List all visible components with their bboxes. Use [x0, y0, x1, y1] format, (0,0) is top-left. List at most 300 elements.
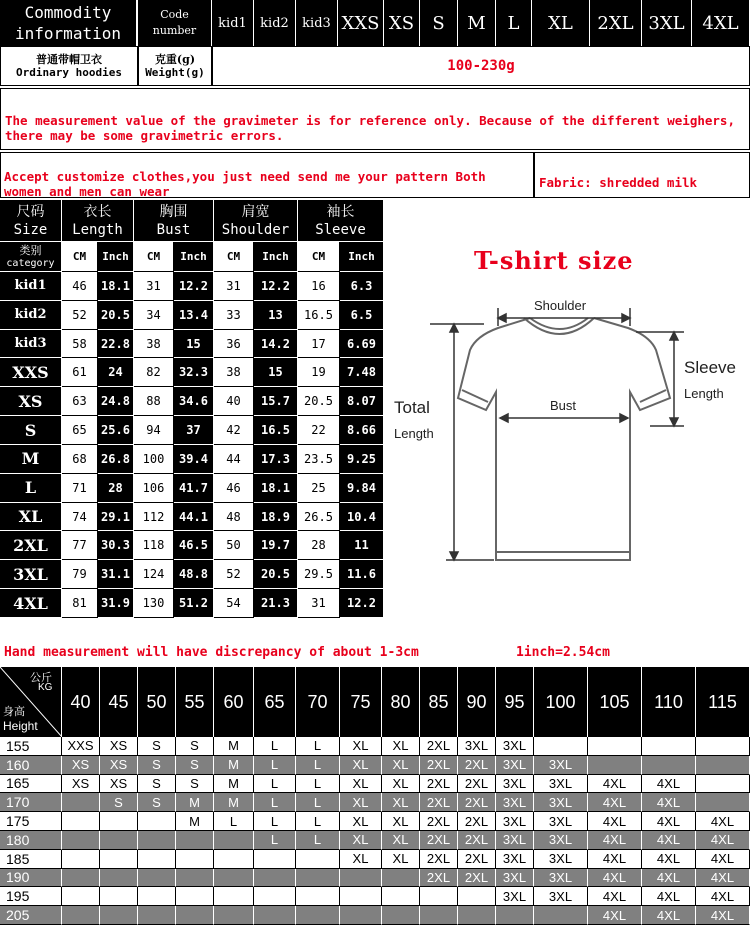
height-weight-corner	[0, 667, 62, 737]
size-cell-cm: 36	[214, 330, 254, 359]
size-recommendation	[496, 906, 534, 925]
product-name-en: Ordinary hoodies	[16, 66, 122, 79]
size-recommendation: 3XL	[534, 831, 588, 850]
header-size-4XL: 4XL	[692, 0, 750, 46]
height-label: 160	[0, 756, 62, 775]
size-recommendation: 4XL	[588, 812, 642, 831]
size-cell-inch: 29.1	[98, 503, 134, 532]
size-recommendation: M	[176, 812, 214, 831]
size-recommendation	[458, 887, 496, 906]
header-size-2XL: 2XL	[590, 0, 642, 46]
size-recommendation	[62, 906, 100, 925]
size-recommendation: 2XL	[420, 756, 458, 775]
size-recommendation: 4XL	[696, 831, 750, 850]
size-recommendation: S	[176, 756, 214, 775]
size-recommendation: L	[296, 793, 340, 812]
size-recommendation: 4XL	[642, 850, 696, 869]
size-cell-cm: 17	[298, 330, 340, 359]
size-cell-cm: 42	[214, 416, 254, 445]
size-cell-inch: 18.9	[254, 503, 298, 532]
size-cell-inch: 6.3	[340, 272, 384, 301]
size-cell-cm: 94	[134, 416, 174, 445]
size-cell-cm: 31	[214, 272, 254, 301]
size-recommendation: L	[296, 737, 340, 756]
size-recommendation: 4XL	[588, 869, 642, 888]
size-cell-inch: 18.1	[254, 474, 298, 503]
size-cell-inch: 10.4	[340, 503, 384, 532]
category-header	[0, 242, 62, 272]
size-row-label: M	[0, 445, 62, 474]
size-recommendation	[214, 887, 254, 906]
size-cell-inch: 51.2	[174, 589, 214, 618]
size-cell-cm: 112	[134, 503, 174, 532]
size-cell-cm: 23.5	[298, 445, 340, 474]
size-recommendation	[642, 756, 696, 775]
weight-label-cell	[138, 46, 212, 86]
size-recommendation	[176, 850, 214, 869]
size-recommendation	[214, 831, 254, 850]
size-cell-cm: 68	[62, 445, 98, 474]
size-col-header-cn: 袖长	[326, 203, 355, 220]
size-recommendation: 3XL	[458, 737, 496, 756]
size-recommendation: 3XL	[496, 775, 534, 794]
size-cell-cm: 29.5	[298, 560, 340, 589]
size-recommendation: 4XL	[588, 775, 642, 794]
size-recommendation: XL	[340, 812, 382, 831]
size-cell-cm: 61	[62, 358, 98, 387]
size-recommendation	[138, 887, 176, 906]
weight-col-105: 105	[588, 667, 642, 737]
size-cell-cm: 22	[298, 416, 340, 445]
unit-cm-header: CM	[298, 242, 340, 272]
size-cell-inch: 13	[254, 301, 298, 330]
tshirt-diagram	[384, 200, 750, 612]
size-cell-cm: 20.5	[298, 387, 340, 416]
size-cell-cm: 106	[134, 474, 174, 503]
size-recommendation	[340, 869, 382, 888]
size-recommendation	[296, 887, 340, 906]
size-recommendation: 2XL	[420, 850, 458, 869]
size-cell-inch: 7.48	[340, 358, 384, 387]
size-cell-cm: 16	[298, 272, 340, 301]
weight-col-100: 100	[534, 667, 588, 737]
size-row-label: kid2	[0, 301, 62, 330]
size-recommendation: 2XL	[458, 831, 496, 850]
size-cell-cm: 79	[62, 560, 98, 589]
weight-label-cn: 克重(g)	[154, 53, 196, 66]
size-recommendation: 2XL	[420, 793, 458, 812]
size-cell-inch: 30.3	[98, 531, 134, 560]
unit-cm-header: CM	[214, 242, 254, 272]
size-recommendation: S	[138, 793, 176, 812]
unit-inch-header: Inch	[174, 242, 214, 272]
size-recommendation	[176, 906, 214, 925]
size-row-label: kid3	[0, 330, 62, 359]
size-recommendation: 2XL	[420, 812, 458, 831]
size-recommendation: L	[296, 812, 340, 831]
size-cell-cm: 74	[62, 503, 98, 532]
size-recommendation	[382, 869, 420, 888]
weight-col-65: 65	[254, 667, 296, 737]
category-en: category	[6, 257, 55, 269]
size-recommendation: M	[214, 756, 254, 775]
size-recommendation	[176, 869, 214, 888]
size-col-header-size	[0, 200, 62, 242]
unit-cm-header: CM	[134, 242, 174, 272]
size-cell-cm: 46	[214, 474, 254, 503]
size-cell-cm: 50	[214, 531, 254, 560]
size-recommendation: M	[214, 737, 254, 756]
size-cell-inch: 28	[98, 474, 134, 503]
size-cell-inch: 15	[174, 330, 214, 359]
size-recommendation: 3XL	[534, 756, 588, 775]
size-recommendation	[458, 906, 496, 925]
size-cell-inch: 41.7	[174, 474, 214, 503]
size-row-label: XXS	[0, 358, 62, 387]
weight-col-110: 110	[642, 667, 696, 737]
size-cell-cm: 63	[62, 387, 98, 416]
size-cell-inch: 31.1	[98, 560, 134, 589]
weight-col-75: 75	[340, 667, 382, 737]
height-label: 195	[0, 887, 62, 906]
weight-col-55: 55	[176, 667, 214, 737]
size-cell-inch: 24	[98, 358, 134, 387]
size-col-header-length	[62, 200, 134, 242]
size-cell-cm: 16.5	[298, 301, 340, 330]
size-recommendation	[254, 869, 296, 888]
code-number-header	[138, 0, 212, 46]
header-size-kid2: kid2	[254, 0, 296, 46]
height-label: 170	[0, 793, 62, 812]
size-recommendation: 3XL	[534, 850, 588, 869]
commodity-info-line1: Commodity	[24, 3, 112, 22]
size-recommendation: L	[254, 775, 296, 794]
header-size-M: M	[458, 0, 496, 46]
size-recommendation: 2XL	[458, 775, 496, 794]
size-cell-inch: 6.5	[340, 301, 384, 330]
size-col-header-cn: 肩宽	[241, 203, 270, 220]
size-recommendation	[138, 869, 176, 888]
size-recommendation: XL	[340, 775, 382, 794]
size-recommendation	[588, 737, 642, 756]
size-cell-inch: 20.5	[98, 301, 134, 330]
height-label: 155	[0, 737, 62, 756]
size-cell-cm: 54	[214, 589, 254, 618]
size-cell-cm: 33	[214, 301, 254, 330]
size-recommendation: 3XL	[496, 756, 534, 775]
size-cell-cm: 19	[298, 358, 340, 387]
size-cell-cm: 82	[134, 358, 174, 387]
size-recommendation: M	[214, 775, 254, 794]
size-cell-cm: 81	[62, 589, 98, 618]
size-cell-inch: 11.6	[340, 560, 384, 589]
size-cell-inch: 15	[254, 358, 298, 387]
total-length-label: Length	[394, 426, 434, 441]
size-recommendation	[588, 756, 642, 775]
size-recommendation	[138, 812, 176, 831]
size-recommendation: 2XL	[458, 850, 496, 869]
size-col-header-bust	[134, 200, 214, 242]
weight-col-70: 70	[296, 667, 340, 737]
size-recommendation: 2XL	[420, 775, 458, 794]
size-recommendation: 2XL	[420, 869, 458, 888]
size-cell-cm: 31	[298, 589, 340, 618]
size-recommendation: 3XL	[496, 737, 534, 756]
size-col-header-cn: 衣长	[83, 203, 112, 220]
weight-col-45: 45	[100, 667, 138, 737]
bust-label: Bust	[550, 398, 577, 413]
size-recommendation: 4XL	[588, 831, 642, 850]
size-recommendation: 4XL	[588, 887, 642, 906]
height-en-label: Height	[3, 719, 38, 733]
size-recommendation	[296, 850, 340, 869]
size-cell-cm: 77	[62, 531, 98, 560]
size-cell-cm: 25	[298, 474, 340, 503]
size-recommendation: 2XL	[420, 831, 458, 850]
size-cell-inch: 8.07	[340, 387, 384, 416]
size-cell-inch: 31.9	[98, 589, 134, 618]
commodity-info-header	[0, 0, 138, 46]
size-cell-inch: 32.3	[174, 358, 214, 387]
size-recommendation	[100, 906, 138, 925]
size-col-header-en: Length	[72, 221, 123, 238]
size-recommendation: XL	[382, 775, 420, 794]
product-name-cn: 普通带帽卫衣	[36, 53, 102, 66]
size-cell-cm: 46	[62, 272, 98, 301]
size-recommendation: 3XL	[534, 869, 588, 888]
size-cell-inch: 44.1	[174, 503, 214, 532]
size-recommendation	[62, 887, 100, 906]
size-recommendation	[176, 831, 214, 850]
sleeve-length-label: Length	[684, 386, 724, 401]
unit-inch-header: Inch	[98, 242, 134, 272]
weight-col-60: 60	[214, 667, 254, 737]
size-recommendation: 4XL	[696, 812, 750, 831]
size-recommendation	[254, 887, 296, 906]
size-cell-inch: 16.5	[254, 416, 298, 445]
size-recommendation: 3XL	[534, 887, 588, 906]
size-row-label: 2XL	[0, 531, 62, 560]
size-recommendation: XL	[382, 812, 420, 831]
height-label: 205	[0, 906, 62, 925]
size-cell-inch: 46.5	[174, 531, 214, 560]
size-cell-cm: 65	[62, 416, 98, 445]
size-recommendation	[254, 906, 296, 925]
size-cell-inch: 20.5	[254, 560, 298, 589]
category-cn: 类别	[19, 243, 42, 257]
height-label: 180	[0, 831, 62, 850]
size-recommendation: 4XL	[696, 906, 750, 925]
size-row-label: kid1	[0, 272, 62, 301]
weight-col-50: 50	[138, 667, 176, 737]
size-recommendation	[138, 906, 176, 925]
size-recommendation	[642, 737, 696, 756]
size-recommendation: 4XL	[642, 887, 696, 906]
size-recommendation: S	[138, 756, 176, 775]
size-cell-cm: 88	[134, 387, 174, 416]
size-recommendation	[382, 887, 420, 906]
size-recommendation: 3XL	[496, 869, 534, 888]
size-recommendation: 3XL	[496, 793, 534, 812]
size-recommendation	[296, 906, 340, 925]
height-label: 175	[0, 812, 62, 831]
size-recommendation	[62, 869, 100, 888]
size-recommendation	[254, 850, 296, 869]
size-cell-inch: 17.3	[254, 445, 298, 474]
size-row-label: XL	[0, 503, 62, 532]
height-label: 190	[0, 869, 62, 888]
size-recommendation: 3XL	[534, 793, 588, 812]
size-recommendation	[176, 887, 214, 906]
size-recommendation: 2XL	[458, 812, 496, 831]
size-recommendation: XL	[340, 793, 382, 812]
size-col-header-en: Size	[13, 221, 48, 238]
size-row-label: 3XL	[0, 560, 62, 589]
size-recommendation	[382, 906, 420, 925]
size-cell-inch: 37	[174, 416, 214, 445]
size-cell-cm: 31	[134, 272, 174, 301]
size-cell-inch: 34.6	[174, 387, 214, 416]
size-recommendation	[420, 887, 458, 906]
size-recommendation	[534, 737, 588, 756]
height-label: 165	[0, 775, 62, 794]
size-recommendation	[420, 906, 458, 925]
size-recommendation: 3XL	[496, 812, 534, 831]
header-size-kid1: kid1	[212, 0, 254, 46]
size-recommendation	[100, 812, 138, 831]
product-name-cell	[0, 46, 138, 86]
weight-col-85: 85	[420, 667, 458, 737]
height-label: 185	[0, 850, 62, 869]
header-size-XL: XL	[532, 0, 590, 46]
size-cell-inch: 12.2	[174, 272, 214, 301]
commodity-info-line2: information	[15, 24, 121, 43]
size-recommendation	[138, 850, 176, 869]
size-recommendation: 3XL	[534, 775, 588, 794]
size-cell-cm: 100	[134, 445, 174, 474]
size-row-label: S	[0, 416, 62, 445]
size-recommendation	[100, 887, 138, 906]
gravimeter-note: The measurement value of the gravimeter is for reference only. Because of the different weighers, there may be some gravimetric errors.	[0, 88, 750, 150]
size-recommendation	[100, 869, 138, 888]
header-size-3XL: 3XL	[642, 0, 692, 46]
size-recommendation: L	[296, 831, 340, 850]
size-col-header-cn: 尺码	[16, 203, 45, 220]
size-recommendation: 4XL	[588, 850, 642, 869]
size-recommendation	[62, 850, 100, 869]
size-recommendation: XS	[100, 756, 138, 775]
size-recommendation: XL	[382, 737, 420, 756]
size-cell-inch: 19.7	[254, 531, 298, 560]
size-recommendation: 4XL	[642, 793, 696, 812]
size-cell-inch: 15.7	[254, 387, 298, 416]
unit-cm-header: CM	[62, 242, 98, 272]
kg-cn-label: 公斤	[30, 671, 52, 684]
shoulder-label: Shoulder	[534, 298, 587, 313]
size-recommendation	[100, 831, 138, 850]
size-recommendation: XL	[340, 756, 382, 775]
size-recommendation: 4XL	[642, 775, 696, 794]
size-recommendation: 4XL	[642, 869, 696, 888]
inch-conversion-note: 1inch=2.54cm	[516, 645, 610, 660]
size-cell-inch: 26.8	[98, 445, 134, 474]
diagram-title: T-shirt size	[474, 246, 634, 275]
size-recommendation	[696, 793, 750, 812]
size-recommendation	[214, 850, 254, 869]
size-cell-inch: 22.8	[98, 330, 134, 359]
size-recommendation: M	[214, 793, 254, 812]
weight-col-90: 90	[458, 667, 496, 737]
size-recommendation: 2XL	[458, 869, 496, 888]
size-row-label: 4XL	[0, 589, 62, 618]
code-label: Code	[160, 8, 189, 21]
size-cell-inch: 14.2	[254, 330, 298, 359]
size-cell-cm: 124	[134, 560, 174, 589]
header-size-L: L	[496, 0, 532, 46]
size-row-label: L	[0, 474, 62, 503]
size-cell-inch: 24.8	[98, 387, 134, 416]
size-cell-cm: 48	[214, 503, 254, 532]
height-cn-label: 身高	[3, 705, 25, 718]
size-recommendation: XS	[100, 775, 138, 794]
size-cell-cm: 58	[62, 330, 98, 359]
size-cell-inch: 18.1	[98, 272, 134, 301]
size-recommendation: XS	[62, 775, 100, 794]
unit-inch-header: Inch	[340, 242, 384, 272]
size-cell-cm: 52	[62, 301, 98, 330]
weight-col-40: 40	[62, 667, 100, 737]
size-cell-inch: 39.4	[174, 445, 214, 474]
fabric-note: Fabric: shredded milk	[534, 152, 750, 198]
size-col-header-en: Shoulder	[221, 221, 290, 238]
size-recommendation	[696, 775, 750, 794]
size-recommendation: S	[176, 775, 214, 794]
size-recommendation	[534, 906, 588, 925]
size-recommendation: L	[254, 793, 296, 812]
weight-label-en: Weight(g)	[145, 66, 205, 79]
size-recommendation: 4XL	[696, 869, 750, 888]
size-recommendation: 4XL	[696, 850, 750, 869]
size-col-header-en: Sleeve	[315, 221, 366, 238]
size-recommendation	[214, 869, 254, 888]
size-cell-cm: 28	[298, 531, 340, 560]
header-size-XS: XS	[384, 0, 420, 46]
size-recommendation: 3XL	[496, 831, 534, 850]
weight-col-80: 80	[382, 667, 420, 737]
size-recommendation: XL	[340, 737, 382, 756]
size-cell-cm: 71	[62, 474, 98, 503]
size-recommendation	[296, 869, 340, 888]
size-recommendation: 4XL	[588, 906, 642, 925]
size-recommendation: XL	[382, 831, 420, 850]
size-col-header-sleeve	[298, 200, 384, 242]
customize-note: Accept customize clothes,you just need send me your pattern Both women and men can wear	[0, 152, 534, 198]
size-recommendation: XL	[382, 850, 420, 869]
size-cell-cm: 118	[134, 531, 174, 560]
size-cell-inch: 21.3	[254, 589, 298, 618]
size-recommendation: S	[138, 737, 176, 756]
size-col-header-cn: 胸围	[159, 203, 188, 220]
size-recommendation: S	[138, 775, 176, 794]
size-cell-cm: 44	[214, 445, 254, 474]
size-recommendation: 4XL	[642, 812, 696, 831]
size-cell-cm: 130	[134, 589, 174, 618]
size-cell-inch: 48.8	[174, 560, 214, 589]
discrepancy-note: Hand measurement will have discrepancy of about 1-3cm	[4, 645, 419, 660]
size-recommendation	[696, 737, 750, 756]
size-recommendation: XL	[340, 850, 382, 869]
size-recommendation: L	[254, 812, 296, 831]
